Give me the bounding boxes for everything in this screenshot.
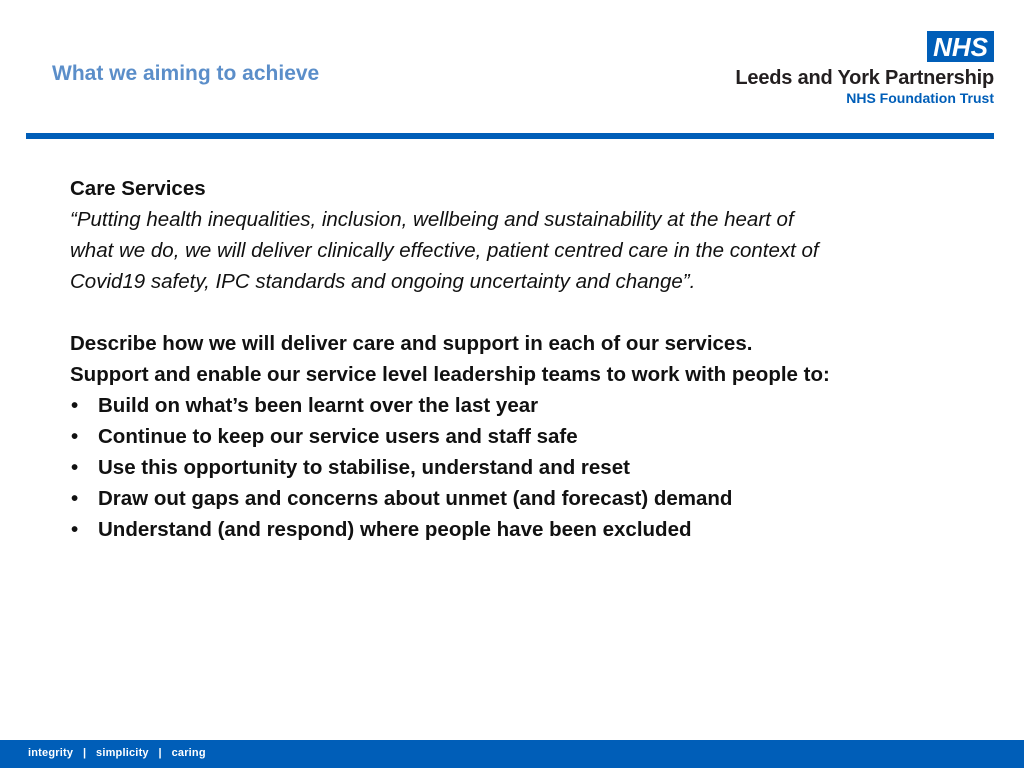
slide-body (70, 173, 950, 545)
bullet-icon: • (71, 487, 79, 510)
describe-line: Describe how we will deliver care and support in each of our services. (70, 332, 753, 355)
list-item (70, 483, 950, 514)
list-item-text: Build on what’s been learnt over the last year (98, 394, 539, 417)
spacer (70, 297, 950, 328)
bullet-icon: • (71, 394, 79, 417)
quote-line: what we do, we will deliver clinically effective, patient centred care in the context of (70, 239, 819, 262)
support-line: Support and enable our service level leadership teams to work with people to: (70, 363, 830, 386)
list-item (70, 390, 950, 421)
nhs-badge: NHS (927, 31, 994, 62)
org-subtitle: NHS Foundation Trust (846, 90, 994, 106)
quote-line: “Putting health inequalities, inclusion, wellbeing and sustainability at the heart of (70, 208, 794, 231)
footer-bar (0, 740, 1024, 768)
list-item (70, 514, 950, 545)
section-heading: Care Services (70, 177, 206, 200)
org-name: Leeds and York Partnership (735, 67, 994, 89)
list-item (70, 421, 950, 452)
aims-list (70, 390, 950, 545)
list-item (70, 452, 950, 483)
list-item-text: Understand (and respond) where people have been excluded (98, 518, 692, 541)
bullet-icon: • (71, 518, 79, 541)
header-divider (26, 133, 994, 139)
slide-title: What we aiming to achieve (52, 62, 320, 85)
vision-quote (70, 204, 950, 297)
list-item-text: Continue to keep our service users and staff safe (98, 425, 578, 448)
quote-line: Covid19 safety, IPC standards and ongoing uncertainty and change”. (70, 270, 696, 293)
nhs-trust-logo (714, 31, 994, 106)
footer-values: integrity | simplicity | caring (28, 747, 206, 759)
bullet-icon: • (71, 456, 79, 479)
bullet-icon: • (71, 425, 79, 448)
list-item-text: Use this opportunity to stabilise, understand and reset (98, 456, 630, 479)
list-item-text: Draw out gaps and concerns about unmet (and forecast) demand (98, 487, 733, 510)
